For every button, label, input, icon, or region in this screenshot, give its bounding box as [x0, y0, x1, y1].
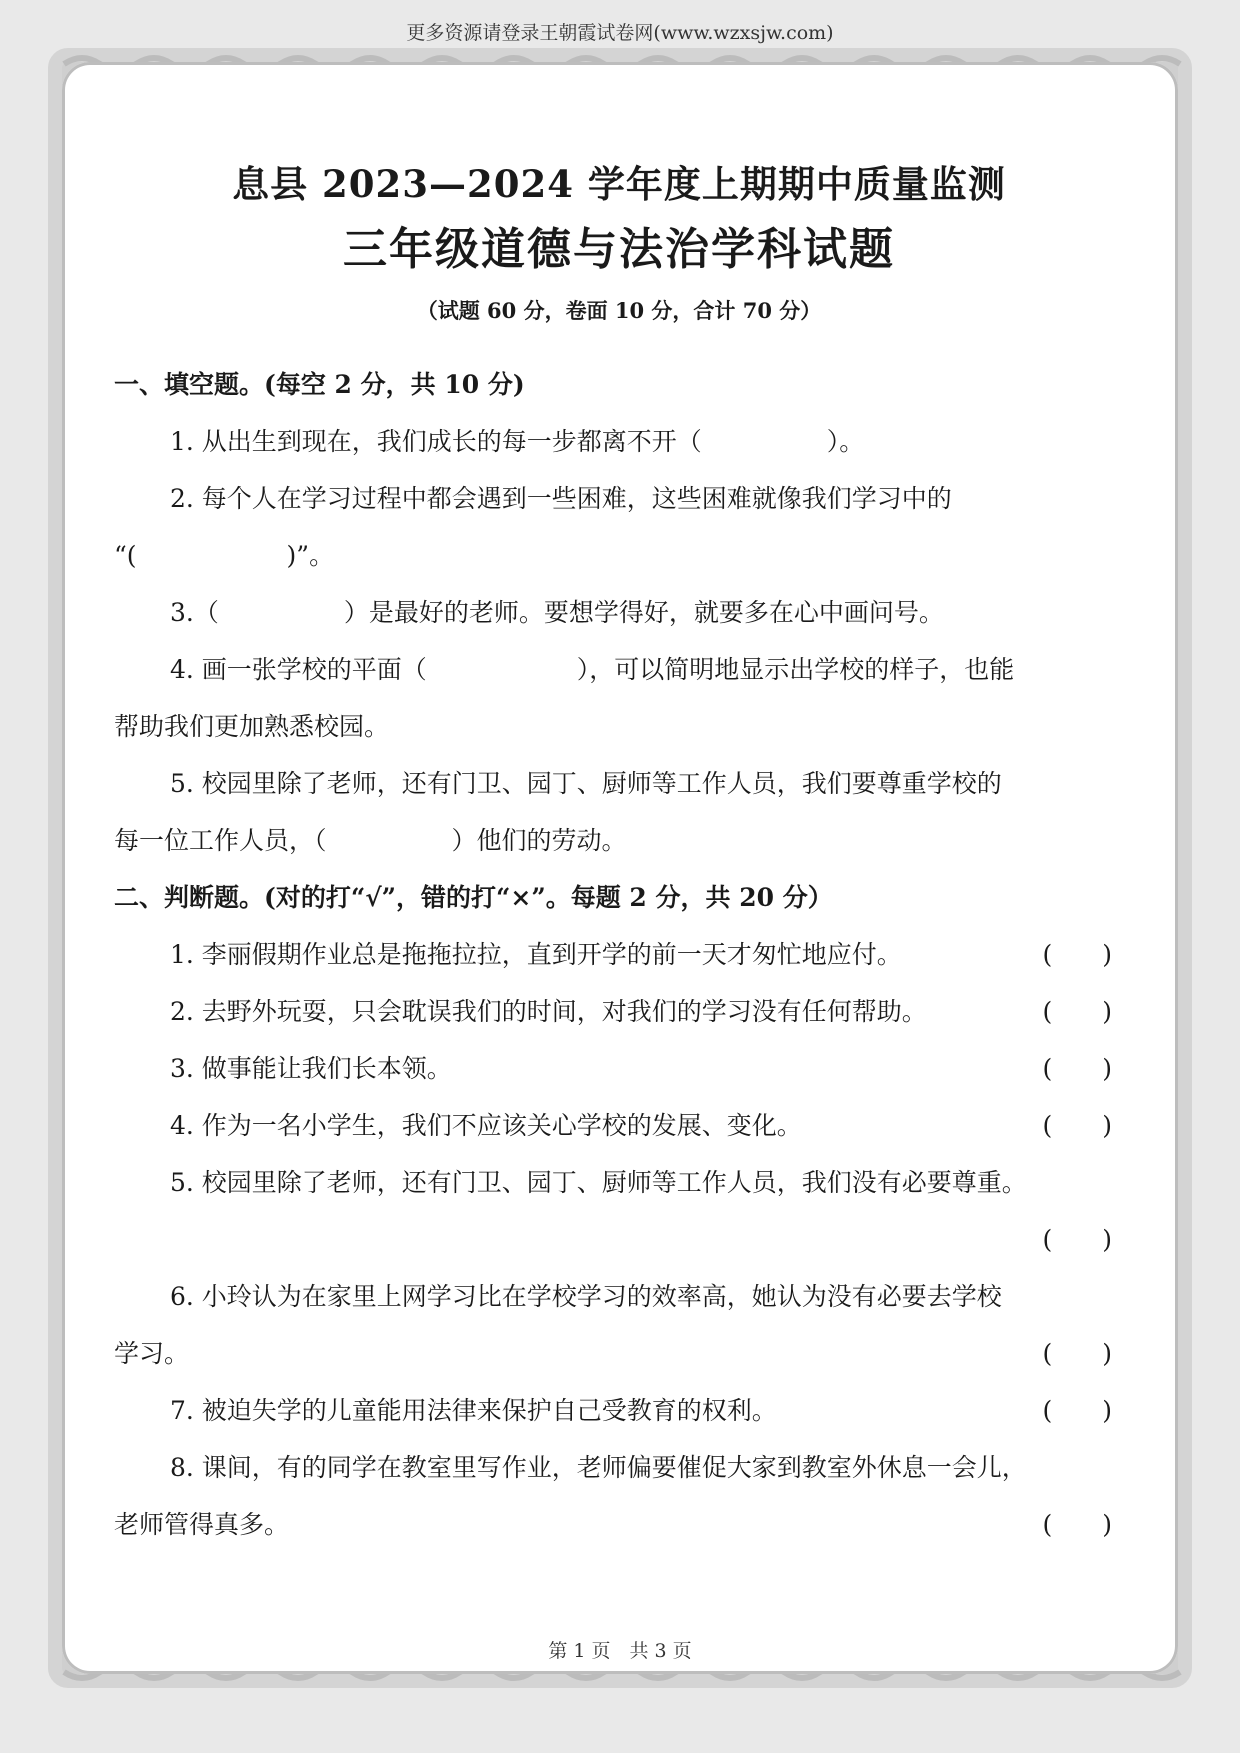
fill-question-4-continued: [114, 698, 1124, 755]
answer-parentheses: ( ): [1042, 1111, 1112, 1140]
score-info: （试题 60 分，卷面 10 分，合计 70 分）: [416, 298, 822, 323]
fill-question-3: 3.（ ）是最好的老师。要想学得好，就要多在心中画问号。: [170, 598, 944, 627]
fill-question-2: 2. 每个人在学习过程中都会遇到一些困难，这些困难就像我们学习中的: [170, 484, 952, 513]
judge-question-1-text: 1. 李丽假期作业总是拖拖拉拉，直到开学的前一天才匆忙地应付。: [170, 940, 902, 969]
judge-question-2-text: 2. 去野外玩耍，只会耽误我们的时间，对我们的学习没有任何帮助。: [170, 997, 927, 1026]
fill-question-2-text: “( )”。: [114, 541, 335, 570]
judge-question-3-text: 3. 做事能让我们长本领。: [170, 1054, 452, 1083]
fill-question-5: 5. 校园里除了老师，还有门卫、园丁、厨师等工作人员，我们要尊重学校的: [170, 769, 1002, 798]
answer-parentheses: ( ): [1042, 940, 1112, 969]
answer-parentheses: ( ): [1042, 1225, 1112, 1254]
fill-question-5-continued: [114, 812, 1124, 869]
answer-parentheses: ( ): [1042, 997, 1112, 1026]
exam-title: 息县 2023—2024 学年度上期期中质量监测: [232, 162, 1006, 206]
fill-question-1: 1. 从出生到现在，我们成长的每一步都离不开（ ）。: [170, 427, 865, 456]
answer-parentheses: ( ): [1042, 1054, 1112, 1083]
fill-question-2-continued: [114, 527, 1124, 584]
fill-question-4: 4. 画一张学校的平面（ ），可以简明地显示出学校的样子，也能: [170, 655, 1015, 684]
judge-question-8-text: 老师管得真多。: [114, 1510, 290, 1539]
judge-question-6-text: 学习。: [114, 1339, 190, 1368]
judge-question-5-text: 5. 校园里除了老师，还有门卫、园丁、厨师等工作人员，我们没有必要尊重。: [170, 1168, 1027, 1197]
fill-question-5-text: 每一位工作人员，（ ）他们的劳动。: [114, 826, 627, 855]
answer-parentheses: ( ): [1042, 1510, 1112, 1539]
page-number: 第 1 页 共 3 页: [548, 1640, 692, 1662]
answer-parentheses: ( ): [1042, 1396, 1112, 1425]
judge-question-5: [114, 1154, 1124, 1211]
judge-question-4-text: 4. 作为一名小学生，我们不应该关心学校的发展、变化。: [170, 1111, 802, 1140]
section-judge-heading: 二、判断题。(对的打“√”，错的打“×”。每题 2 分，共 20 分）: [114, 883, 833, 912]
exam-subject-title: 三年级道德与法治学科试题: [343, 224, 895, 275]
exam-page: [114, 160, 1124, 1553]
section-fill-blank-heading: 一、填空题。(每空 2 分，共 10 分): [114, 370, 525, 399]
fill-question-4-text: 帮助我们更加熟悉校园。: [114, 712, 390, 741]
judge-question-4: [114, 1097, 1124, 1154]
judge-question-7: [114, 1382, 1124, 1439]
judge-question-5-continued: [114, 1211, 1124, 1268]
judge-question-6: 6. 小玲认为在家里上网学习比在学校学习的效率高，她认为没有必要去学校: [170, 1282, 1002, 1311]
judge-question-7-text: 7. 被迫失学的儿童能用法律来保护自己受教育的权利。: [170, 1396, 777, 1425]
judge-question-8: 8. 课间，有的同学在教室里写作业，老师偏要催促大家到教室外休息一会儿，: [170, 1453, 1027, 1482]
watermark: 更多资源请登录王朝霞试卷网(www.wzxsjw.com): [406, 22, 834, 44]
answer-parentheses: ( ): [1042, 1339, 1112, 1368]
judge-question-6-continued: [114, 1325, 1124, 1382]
judge-question-3: [114, 1040, 1124, 1097]
judge-question-1: [114, 926, 1124, 983]
judge-question-2: [114, 983, 1124, 1040]
judge-question-8-continued: [114, 1496, 1124, 1553]
